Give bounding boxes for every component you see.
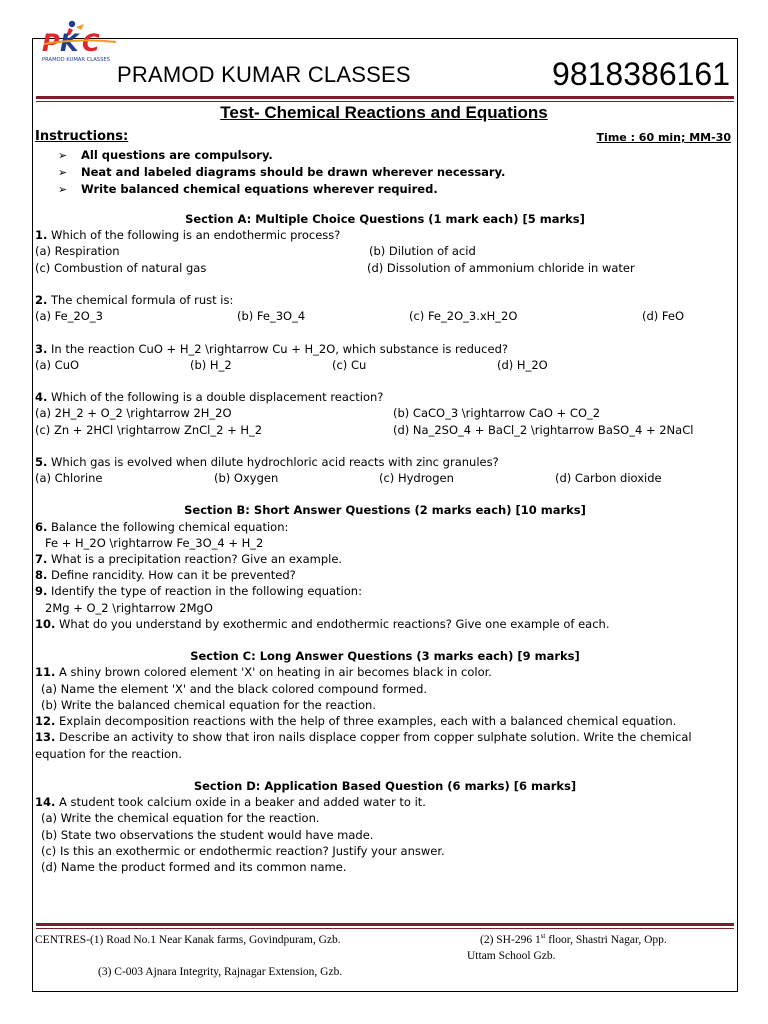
- arrow-bullet-icon: ➢: [58, 149, 68, 162]
- q14-part-a: (a) Write the chemical equation for the reaction.: [41, 811, 320, 826]
- question-2: 2. The chemical formula of rust is:: [35, 292, 234, 307]
- q3-option-c: (c) Cu: [332, 357, 367, 372]
- q14-part-b: (b) State two observations the student would have made.: [41, 827, 374, 842]
- q4-options-row1: [35, 405, 735, 421]
- footer-rule-thick: [36, 923, 734, 926]
- q1-option-b: (b) Dilution of acid: [369, 244, 476, 259]
- q3-option-a: (a) CuO: [35, 357, 80, 372]
- q4-option-b: (b) CaCO_3 \rightarrow CaO + CO_2: [393, 406, 601, 421]
- arrow-bullet-icon: ➢: [58, 183, 68, 196]
- q1-options-row2: [35, 260, 735, 276]
- q3-option-b: (b) H_2: [190, 357, 232, 372]
- instructions-label: Instructions:: [35, 129, 129, 144]
- test-title: Test- Chemical Reactions and Equations: [220, 103, 548, 122]
- question-7: 7. What is a precipitation reaction? Give an example.: [35, 552, 343, 567]
- instruction-item: ➢ Neat and labeled diagrams should be drawn wherever necessary.: [58, 165, 506, 179]
- q13-continuation: equation for the reaction.: [35, 746, 182, 761]
- question-6: 6. Balance the following chemical equation:: [35, 519, 289, 534]
- question-1: 1. Which of the following is an endothermic process?: [35, 228, 341, 243]
- q6-equation: Fe + H_2O \rightarrow Fe_3O_4 + H_2: [45, 535, 264, 550]
- instruction-item: ➢ All questions are compulsory.: [58, 148, 273, 162]
- question-3: 3. In the reaction CuO + H_2 \rightarrow Cu + H_2O, which substance is reduced?: [35, 341, 508, 356]
- q4-option-a: (a) 2H_2 + O_2 \rightarrow 2H_2O: [35, 406, 232, 421]
- section-c-heading: Section C: Long Answer Questions (3 marks each) [9 marks]: [190, 649, 580, 664]
- q2-option-d: (d) FeO: [642, 309, 685, 324]
- q5-option-c: (c) Hydrogen: [379, 471, 454, 486]
- instruction-item: ➢ Write balanced chemical equations wherever required.: [58, 182, 438, 196]
- question-9: 9. Identify the type of reaction in the following equation:: [35, 584, 362, 599]
- section-d-heading: Section D: Application Based Question (6 marks) [6 marks]: [193, 778, 577, 793]
- arrow-bullet-icon: ➢: [58, 166, 68, 179]
- q5-options: [35, 470, 735, 486]
- q5-option-d: (d) Carbon dioxide: [555, 471, 662, 486]
- header-rule-thick: [36, 96, 734, 99]
- q2-option-c: (c) Fe_2O_3.xH_2O: [409, 309, 518, 324]
- question-13: 13. Describe an activity to show that iron nails displace copper from copper sulphate solution. Write the chemical: [35, 730, 692, 745]
- q5-option-b: (b) Oxygen: [214, 471, 279, 486]
- q1-option-c: (c) Combustion of natural gas: [35, 260, 207, 275]
- question-4: 4. Which of the following is a double displacement reaction?: [35, 390, 384, 405]
- q1-option-a: (a) Respiration: [35, 244, 120, 259]
- footer-centre-3: (3) C-003 Ajnara Integrity, Rajnagar Extension, Gzb.: [98, 966, 343, 978]
- q2-option-b: (b) Fe_3O_4: [237, 309, 306, 324]
- brand-name: PRAMOD KUMAR CLASSES: [117, 62, 411, 87]
- question-10: 10. What do you understand by exothermic and endothermic reactions? Give one example of each.: [35, 616, 610, 631]
- phone-number: 9818386161: [552, 56, 730, 92]
- logo-subtext: PRAMOD KUMAR CLASSES: [42, 57, 110, 63]
- q4-option-c: (c) Zn + 2HCl \rightarrow ZnCl_2 + H_2: [35, 422, 263, 437]
- q3-option-d: (d) H_2O: [497, 357, 548, 372]
- footer-rule-thin: [36, 928, 734, 929]
- question-content: [35, 211, 735, 875]
- q4-options-row2: [35, 422, 735, 438]
- svg-text:C: C: [82, 29, 100, 57]
- footer-centre-2-line2: Uttam School Gzb.: [467, 950, 556, 962]
- footer-centre-1: CENTRES-(1) Road No.1 Near Kanak farms, Govindpuram, Gzb.: [35, 934, 341, 946]
- section-a-heading: Section A: Multiple Choice Questions (1 mark each) [5 marks]: [185, 212, 585, 226]
- time-marks: Time : 60 min; MM-30: [596, 131, 731, 144]
- instructions-list: [58, 147, 505, 198]
- header-rule-thin: [36, 101, 734, 102]
- question-8: 8. Define rancidity. How can it be prevented?: [35, 568, 296, 583]
- q4-option-d: (d) Na_2SO_4 + BaCl_2 \rightarrow BaSO_4 + 2NaCl: [393, 422, 694, 437]
- q14-part-c: (c) Is this an exothermic or endothermic reaction? Justify your answer.: [41, 843, 445, 858]
- svg-text:P: P: [42, 29, 60, 57]
- question-5: 5. Which gas is evolved when dilute hydrochloric acid reacts with zinc granules?: [35, 454, 499, 469]
- q9-equation: 2Mg + O_2 \rightarrow 2MgO: [45, 600, 213, 615]
- q11-part-b: (b) Write the balanced chemical equation for the reaction.: [41, 697, 377, 712]
- question-12: 12. Explain decomposition reactions with the help of three examples, each with a balanced chemical equation.: [35, 714, 677, 729]
- footer-centre-2: (2) SH-296 1st floor, Shastri Nagar, Opp.: [480, 932, 667, 946]
- pkc-logo: [40, 18, 120, 64]
- q14-part-d: (d) Name the product formed and its common name.: [41, 859, 347, 874]
- question-11: 11. A shiny brown colored element 'X' on heating in air becomes black in color.: [35, 665, 492, 680]
- q1-options-row1: [35, 243, 735, 259]
- section-b-heading: Section B: Short Answer Questions (2 marks each) [10 marks]: [184, 503, 586, 518]
- q11-part-a: (a) Name the element 'X' and the black colored compound formed.: [41, 681, 428, 696]
- question-14: 14. A student took calcium oxide in a beaker and added water to it.: [35, 795, 426, 810]
- svg-text:K: K: [60, 29, 79, 57]
- q3-options: [35, 357, 735, 373]
- q1-option-d: (d) Dissolution of ammonium chloride in water: [367, 260, 635, 275]
- q2-options: [35, 308, 735, 324]
- q2-option-a: (a) Fe_2O_3: [35, 309, 103, 324]
- q5-option-a: (a) Chlorine: [35, 471, 103, 486]
